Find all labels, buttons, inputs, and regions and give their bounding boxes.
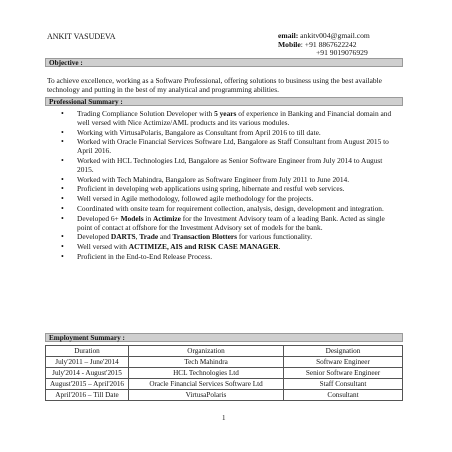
- employment-heading: Employment Summary :: [45, 333, 403, 342]
- summary-item: • Well versed with ACTIMIZE, AIS and RISK CASE MANAGER.: [55, 243, 400, 252]
- summary-item: • Developed DARTS, Trade and Transaction Blotters for various functionality.: [55, 233, 400, 242]
- summary-item: • Trading Compliance Solution Developer with 5 years of experience in Banking and Financial domain and well versed with Nice Actimize/AML products and its various modules.: [55, 110, 400, 128]
- cell-designation: Senior Software Engineer: [284, 368, 403, 379]
- summary-item: • Well versed in Agile methodology, followed agile methodology for the projects.: [55, 195, 400, 204]
- cell-designation: Software Engineer: [284, 357, 403, 368]
- contact-block: [278, 32, 370, 58]
- col-organization: Organization: [129, 346, 284, 357]
- table-header-row: [46, 346, 403, 357]
- cell-designation: Consultant: [284, 390, 403, 401]
- table-row: [46, 357, 403, 368]
- summary-item: • Working with VirtusaPolaris, Bangalore as Consultant from April 2016 to till date.: [55, 129, 400, 138]
- cell-organization: HCL Technologies Ltd: [129, 368, 284, 379]
- summary-item: • Worked with HCL Technologies Ltd, Bangalore as Senior Software Engineer from July 2014 to August 2015.: [55, 157, 400, 175]
- email-value[interactable]: ankitv004@gmail.com: [300, 31, 370, 40]
- col-duration: Duration: [46, 346, 129, 357]
- table-row: [46, 379, 403, 390]
- cell-duration: July'2011 – June'2014: [46, 357, 129, 368]
- objective-text: To achieve excellence, working as a Software Professional, offering solutions to business using the best available technology and putting in the best of my analytical and programming abilities.: [47, 76, 382, 94]
- mobile-value-2: +91 9019076929: [316, 48, 368, 58]
- candidate-name: ANKIT VASUDEVA: [47, 32, 116, 41]
- mobile-label: Mobile: [278, 39, 301, 49]
- employment-table: [45, 345, 403, 401]
- email-label: email:: [278, 31, 299, 40]
- cell-duration: April'2016 – Till Date: [46, 390, 129, 401]
- summary-item: • Worked with Tech Mahindra, Bangalore as Software Engineer from July 2011 to June 2014.: [55, 176, 400, 185]
- summary-item: • Coordinated with onsite team for requirement collection, analysis, design, development and integration.: [55, 205, 400, 214]
- summary-item: • Proficient in developing web applications using spring, hibernate and restful web services.: [55, 185, 400, 194]
- summary-item: • Developed 6+ Models in Actimize for the Investment Advisory team of a leading Bank. Acted as single point of contact at offshore for the Investment Advisory set of models for the bank.: [55, 215, 400, 233]
- table-row: [46, 390, 403, 401]
- objective-heading: Objective :: [45, 58, 403, 67]
- cell-duration: August'2015 – April'2016: [46, 379, 129, 390]
- cell-organization: Tech Mahindra: [129, 357, 284, 368]
- summary-list: [55, 110, 400, 263]
- page-number: 1: [222, 414, 226, 422]
- table-row: [46, 368, 403, 379]
- summary-item: • Proficient in the End-to-End Release Process.: [55, 253, 400, 262]
- summary-heading: Professional Summary :: [45, 97, 403, 106]
- cell-organization: Oracle Financial Services Software Ltd: [129, 379, 284, 390]
- mobile-value-1: : +91 8867622242: [300, 39, 357, 49]
- cell-organization: VirtusaPolaris: [129, 390, 284, 401]
- summary-item: • Worked with Oracle Financial Services Software Ltd, Bangalore as Staff Consultant from August 2015 to April 2016.: [55, 138, 400, 156]
- col-designation: Designation: [284, 346, 403, 357]
- cell-designation: Staff Consultant: [284, 379, 403, 390]
- cell-duration: July'2014 - August'2015: [46, 368, 129, 379]
